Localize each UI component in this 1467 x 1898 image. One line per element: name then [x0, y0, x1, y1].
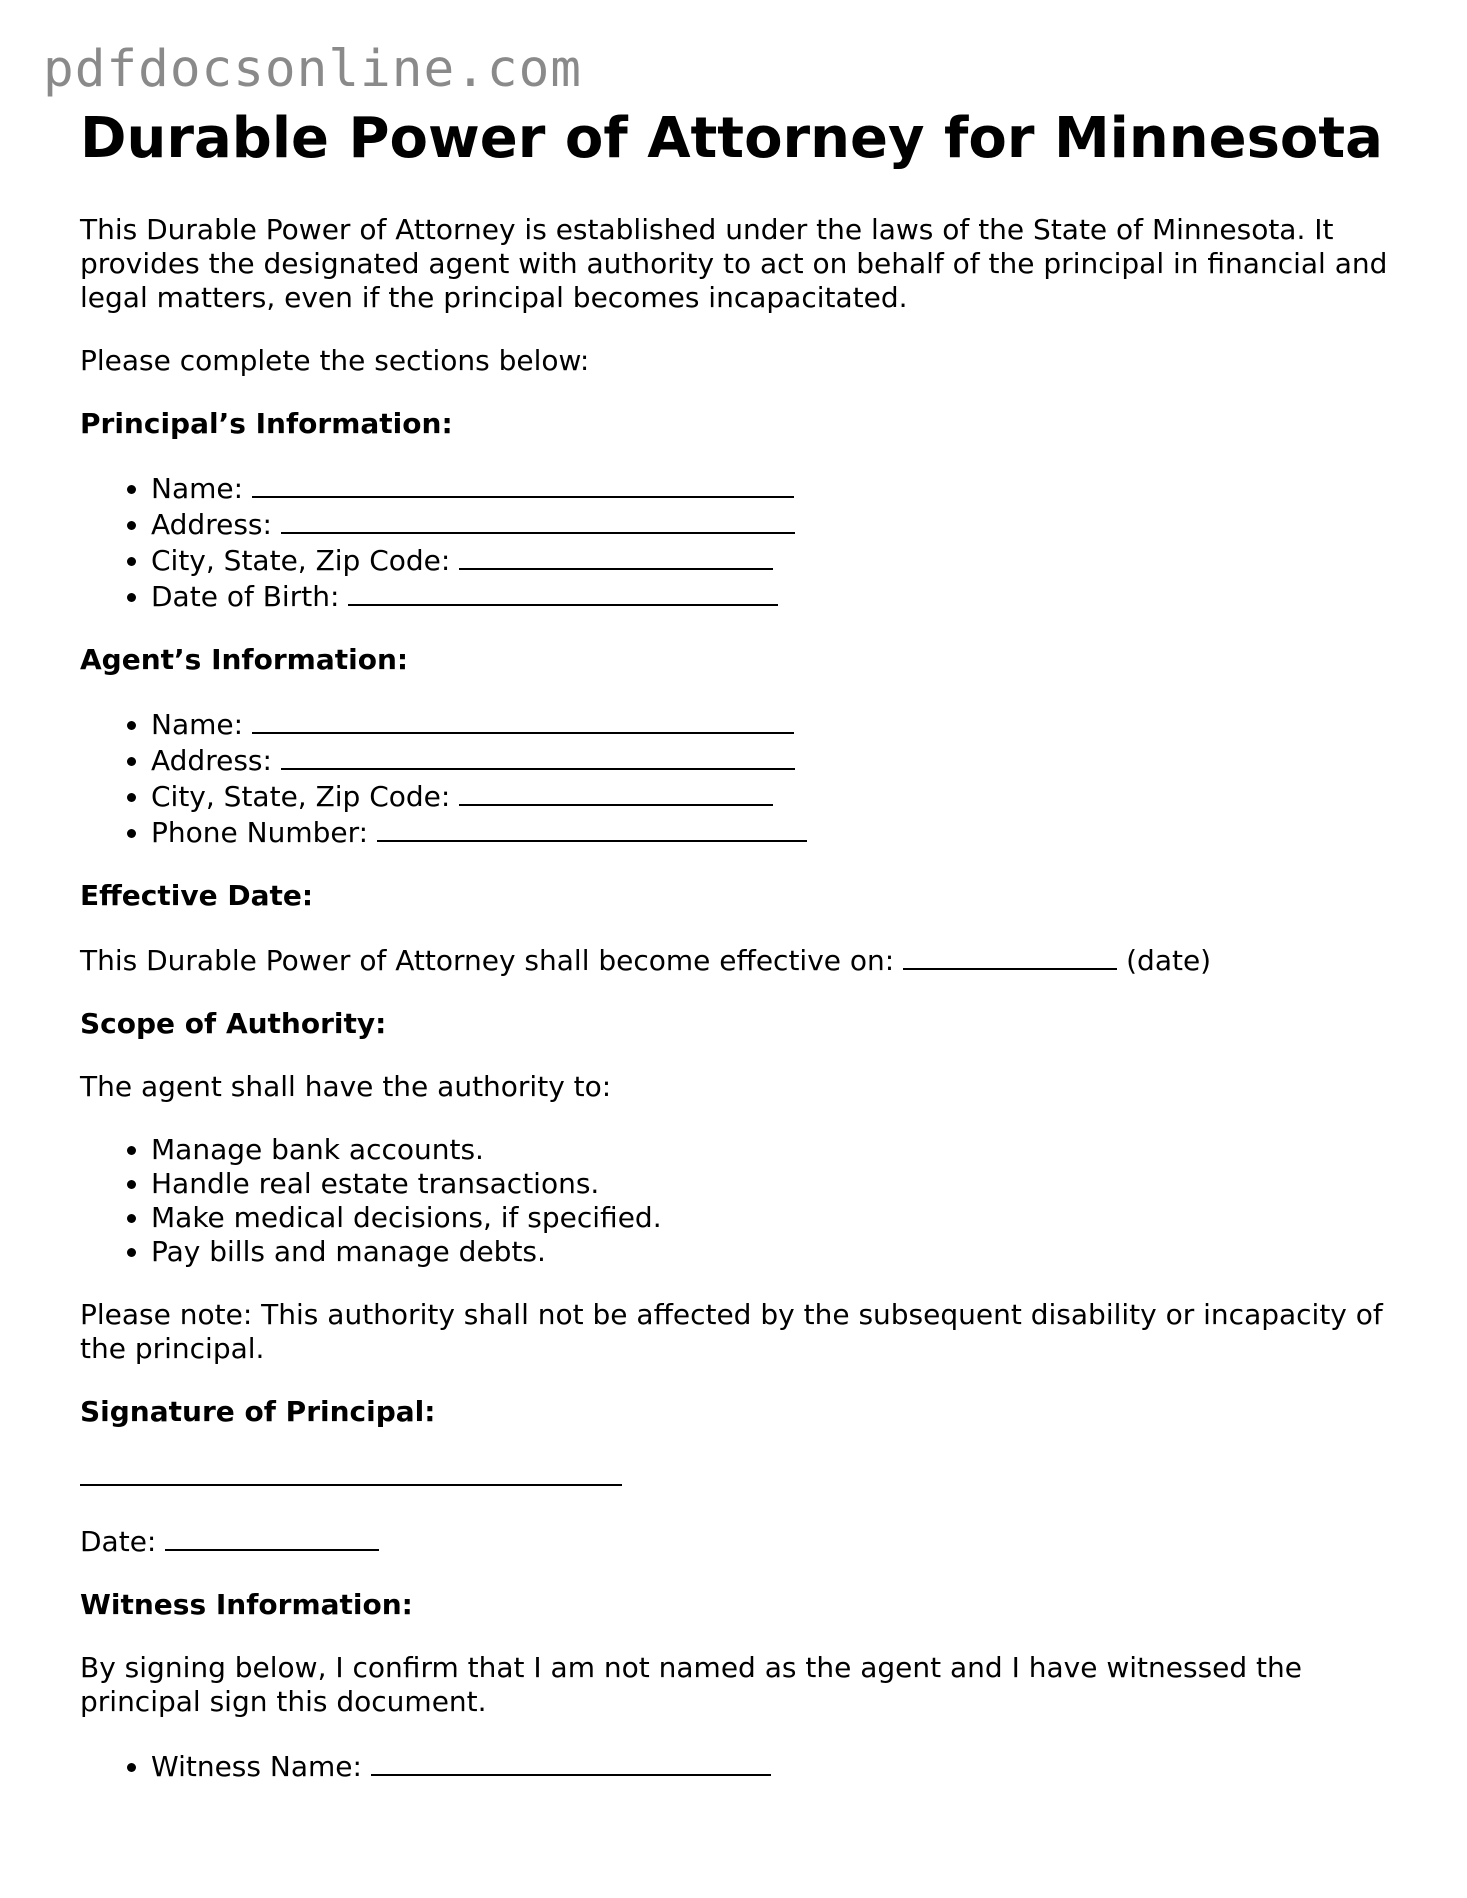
agent-name-label: Name: [151, 708, 244, 741]
effective-date-text: This Durable Power of Attorney shall become effective on: [80, 944, 895, 977]
principal-heading: Principal’s Information: [80, 407, 453, 440]
principal-dob-item [151, 578, 1400, 614]
principal-address-label: Address: [151, 508, 272, 541]
principal-name-blank[interactable] [252, 470, 794, 498]
witness-fields-list [80, 1748, 1400, 1784]
scope-heading: Scope of Authority: [80, 1007, 387, 1040]
principal-address-item [151, 506, 1400, 542]
signature-date-row [80, 1523, 1400, 1559]
agent-phone-blank[interactable] [377, 814, 807, 842]
scope-item: • Handle real estate transactions. [151, 1167, 1400, 1201]
scope-item: • Manage bank accounts. [151, 1133, 1400, 1167]
signature-date-blank[interactable] [165, 1523, 379, 1551]
instructions-text: Please complete the sections below: [80, 344, 590, 377]
agent-city-item [151, 778, 1400, 814]
principal-dob-label: Date of Birth: [151, 580, 340, 613]
agent-name-blank[interactable] [252, 706, 794, 734]
document-title: Durable Power of Attorney for Minnesota [80, 106, 1383, 171]
witness-name-label: Witness Name: [151, 1750, 362, 1783]
agent-address-blank[interactable] [281, 742, 795, 770]
witness-name-item [151, 1748, 1400, 1784]
scope-list [80, 1133, 1400, 1269]
agent-city-label: City, State, Zip Code: [151, 780, 451, 813]
agent-city-blank[interactable] [459, 778, 773, 806]
effective-date-heading: Effective Date: [80, 879, 314, 912]
scope-note: Please note: This authority shall not be affected by the subsequent disability or incapacity of the principal. [80, 1298, 1383, 1365]
effective-date-line [80, 942, 1400, 978]
effective-date-blank[interactable] [903, 942, 1117, 970]
witness-name-blank[interactable] [371, 1748, 771, 1776]
agent-phone-label: Phone Number: [151, 816, 369, 849]
document-page [80, 105, 1400, 1784]
signature-line-row [80, 1458, 1400, 1494]
principal-dob-blank[interactable] [348, 578, 778, 606]
principal-city-item [151, 542, 1400, 578]
agent-heading: Agent’s Information: [80, 643, 409, 676]
scope-intro: The agent shall have the authority to: [80, 1070, 612, 1103]
agent-phone-item [151, 814, 1400, 850]
scope-item: • Pay bills and manage debts. [151, 1235, 1400, 1269]
signature-blank[interactable] [80, 1458, 622, 1486]
principal-fields-list [80, 470, 1400, 614]
effective-date-suffix: (date) [1126, 944, 1212, 977]
principal-address-blank[interactable] [281, 506, 795, 534]
agent-address-item [151, 742, 1400, 778]
witness-heading: Witness Information: [80, 1588, 413, 1621]
principal-name-label: Name: [151, 472, 244, 505]
witness-text: By signing below, I confirm that I am not named as the agent and I have witnessed the principal sign this document. [80, 1651, 1303, 1718]
scope-item: • Make medical decisions, if specified. [151, 1201, 1400, 1235]
signature-heading: Signature of Principal: [80, 1395, 436, 1428]
signature-date-label: Date: [80, 1525, 157, 1558]
agent-name-item [151, 706, 1400, 742]
principal-name-item [151, 470, 1400, 506]
agent-fields-list [80, 706, 1400, 850]
agent-address-label: Address: [151, 744, 272, 777]
principal-city-blank[interactable] [459, 542, 773, 570]
watermark: pdfdocsonline.com [43, 40, 582, 99]
intro-paragraph: This Durable Power of Attorney is established under the laws of the State of Minnesota. It provides the designated agent with authority to act on behalf of the principal in financial and legal matters, even if the principal becomes incapacitated. [80, 213, 1388, 314]
principal-city-label: City, State, Zip Code: [151, 544, 451, 577]
